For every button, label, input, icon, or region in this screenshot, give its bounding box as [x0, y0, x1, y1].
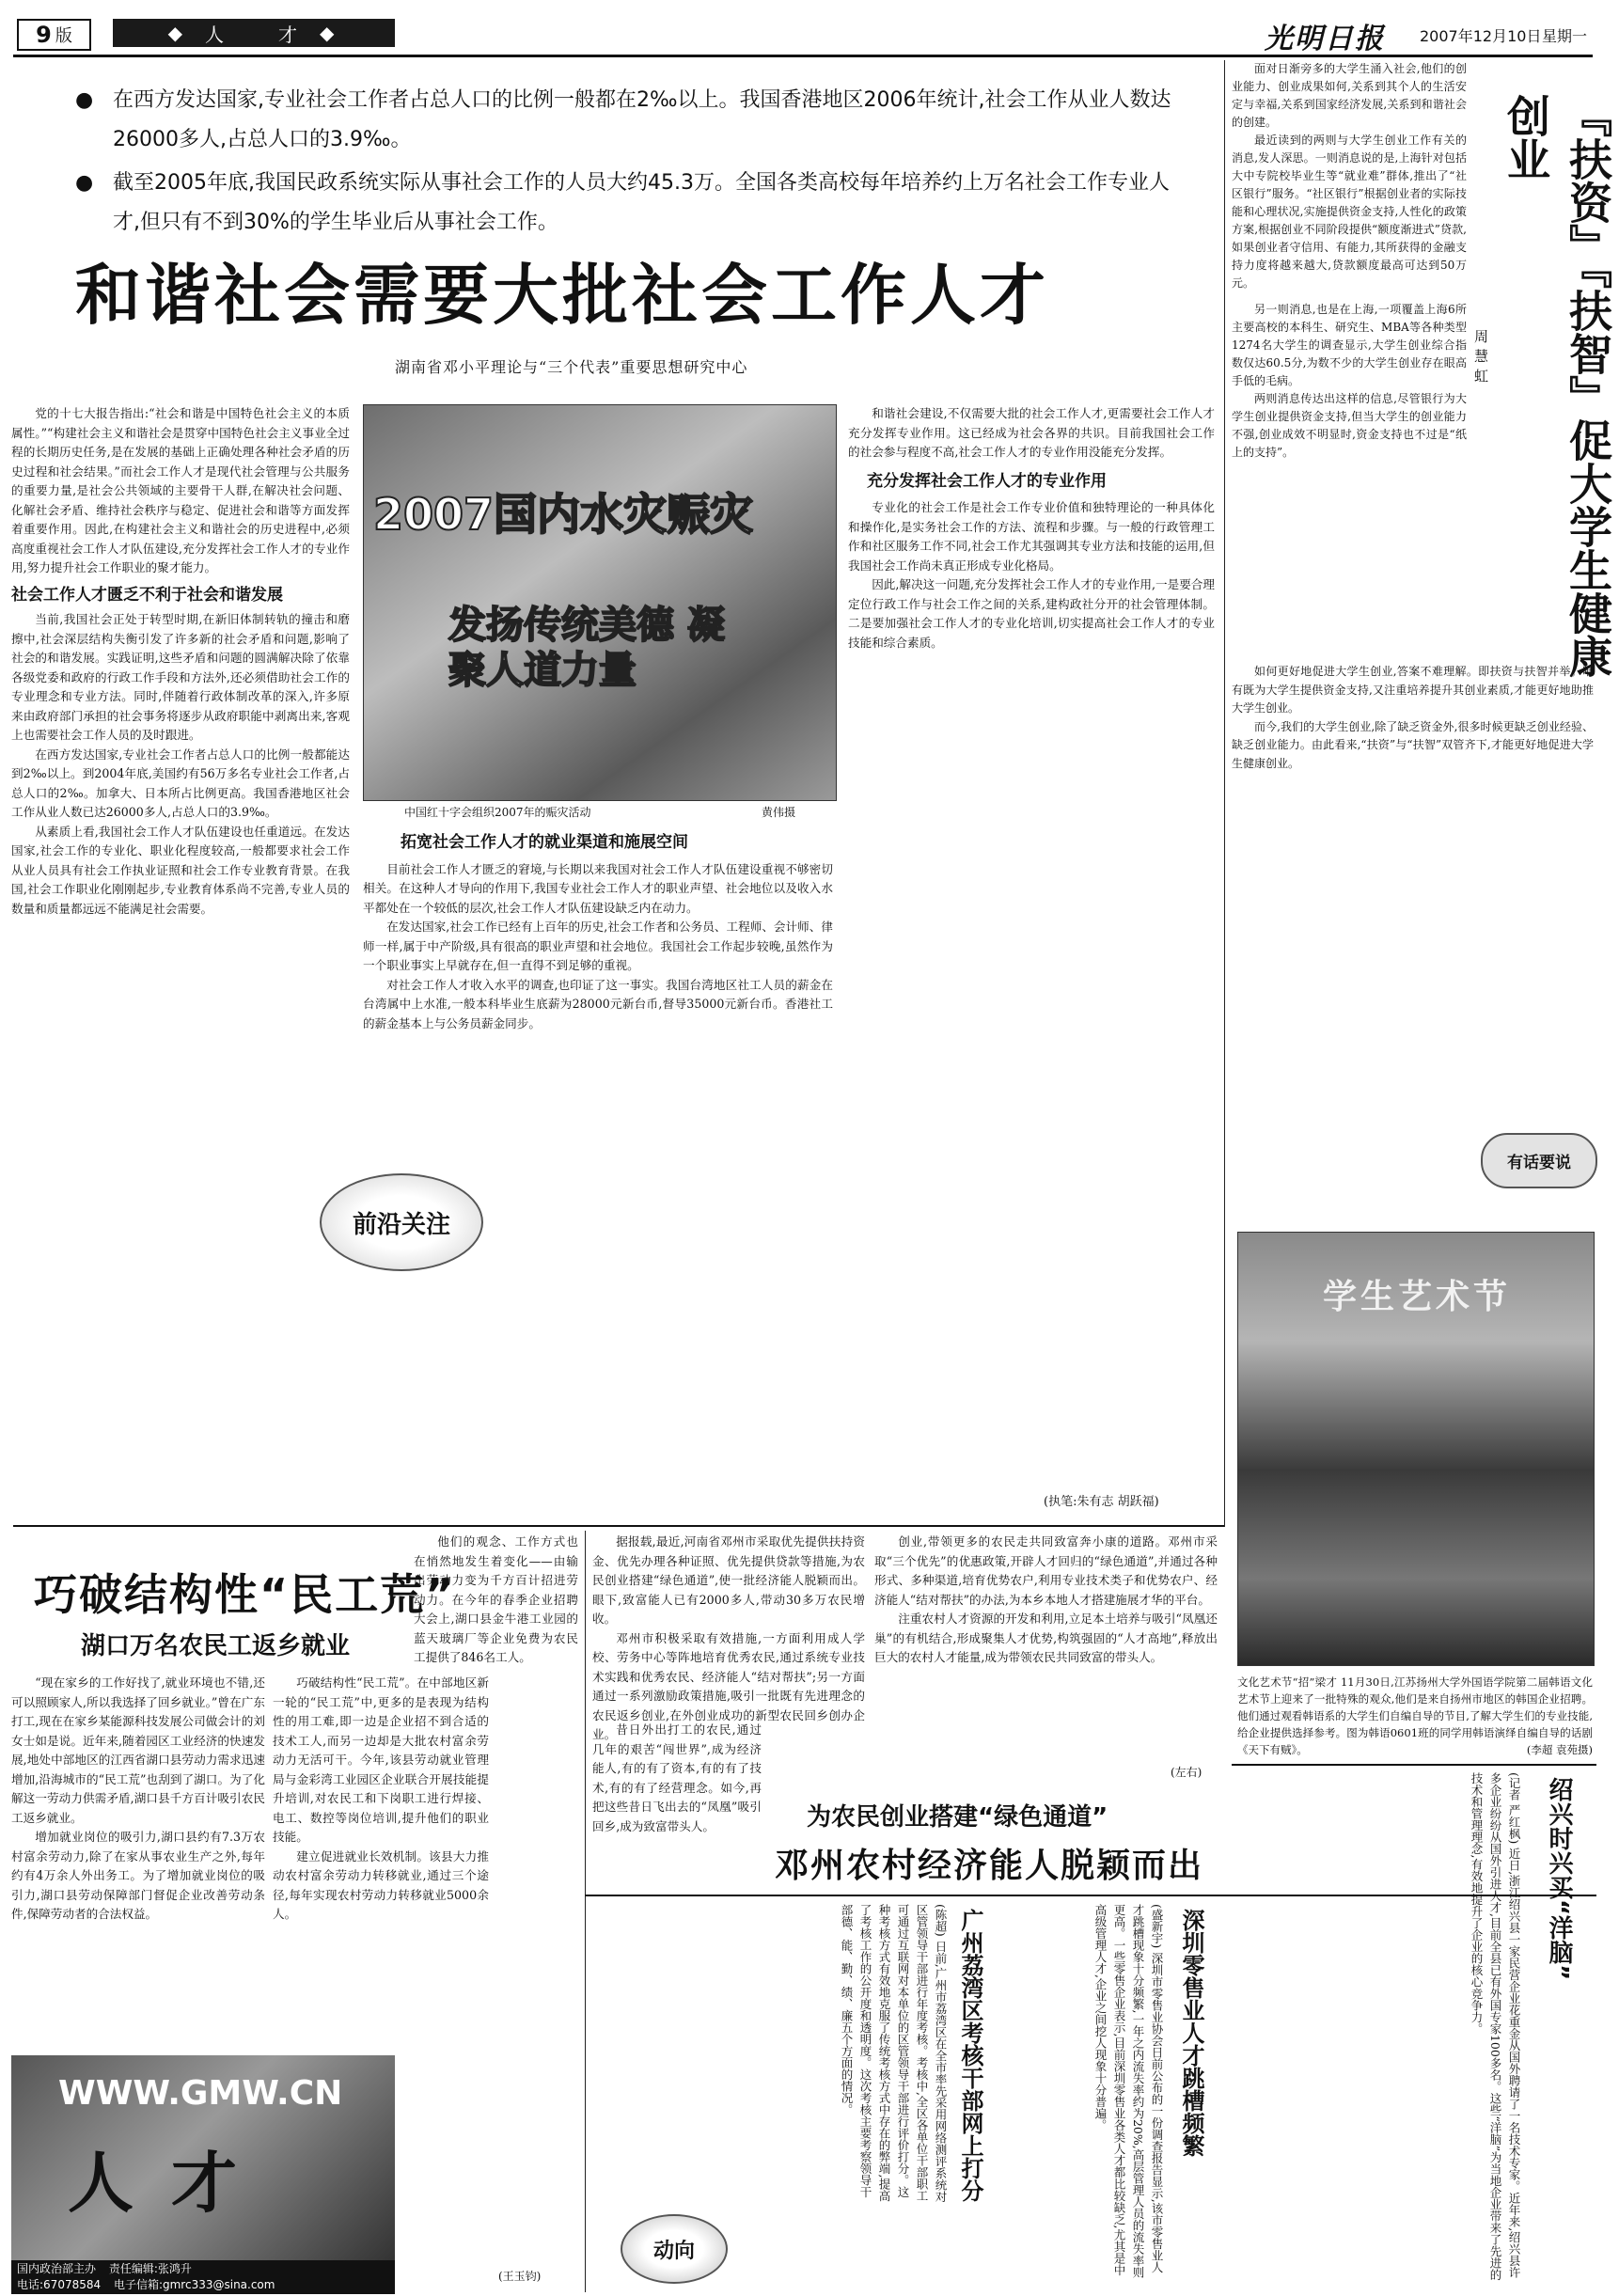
supervisor-label: 国内政治部主办	[17, 2262, 97, 2275]
flood-relief-photo	[363, 404, 837, 801]
editor-line	[17, 2261, 389, 2277]
title-part: 促大学生健康创业	[1501, 94, 1613, 678]
article3-title-main: 邓州农村经济能人脱颖而出	[775, 1846, 1204, 1885]
main-column-1	[11, 404, 350, 1514]
right-paragraph: 面对日渐旁多的大学生涌入社会,他们的创业能力、创业成果如何,关系到其个人的生活安定与幸福,关系到国家经济发展,关系到和谐社会的创建。	[1232, 62, 1467, 129]
title-part: 『扶智』	[1563, 267, 1613, 418]
article3-column-1	[592, 1533, 865, 1741]
caption-text: 文化艺术节“招”梁才 11月30日,江苏扬州大学外国语学院第二届韩语文化艺术节上迎来了一批特殊的观众,他们是来自扬州市地区的韩国企业招聘。他们通过观看韩语系的大学生们自编自导的节目,了解大学生们的专业技能,给企业提供选择参考。图为韩语0601班的同学用韩语演绎自编自导的话剧《天下有贼》。	[1237, 1675, 1593, 1756]
main-paragraph: 当前,我国社会正处于转型时期,在新旧体制转轨的撞击和磨擦中,社会深层结构失衡引发了许多新的社会矛盾和问题,影响了社会的和谐发展。实践证明,这些矛盾和问题的圆满解决除了依靠各级党委和政府的行政工作手段和方法外,还必须借助社会工作的专业理念和专业方法。同时,伴随着行政体制改革的深入,许多原来由政府部门承担的社会事务将逐步从政府职能中剥离出来,客观上也需要社会工作人员的及时跟进。	[11, 612, 350, 742]
phone-label: 电话:	[17, 2278, 44, 2291]
email-label: 电子信箱:	[113, 2278, 163, 2291]
section-heading: 充分发挥社会工作人才的专业作用	[867, 471, 1107, 491]
main-paragraph: 在发达国家,社会工作已经有上百年的历史,社会工作者和公务员、工程师、会计师、律师一样,属于中产阶级,具有很高的职业声望和社会地位。我国社会工作起步较晚,虽然作为一个职业事实上早就存在,但一直得不到足够的重视。	[363, 920, 833, 972]
right-paragraph: 另一则消息,也是在上海,一项覆盖上海6所主要高校的本科生、研究生、MBA等各种类型1274名大学生的调查显示,大学生创业综合指数仅达60.5分,为数不少的大学生创业存在眼高手低的毛病。	[1232, 303, 1467, 387]
right-paragraph: 两则消息传达出这样的信息,尽管银行为大学生创业提供资金支持,但当大学生的创业能力不强,创业成效不明显时,资金支持也不过是“纸上的支持”。	[1232, 392, 1467, 459]
main-paragraph: 因此,解决这一问题,充分发挥社会工作人才的专业作用,一是要合理定位行政工作与社会工作之间的关系,建构政社分开的社会管理体制。二是要加强社会工作人才的专业化培训,切实提高社会工作人才的专业技能和综合素质。	[848, 577, 1215, 650]
main-title: 和谐社会需要大批社会工作人才	[75, 257, 1049, 334]
badge-speak	[1481, 1133, 1597, 1188]
right-column-title	[1495, 94, 1619, 696]
bullet-list	[75, 81, 1175, 243]
brief-title-2: 深圳零售业人才跳槽频繁	[1178, 1909, 1204, 2157]
photo-caption: 中国红十字会组织2007年的赈灾活动	[404, 806, 591, 819]
right-paragraph: 如何更好地促进大学生创业,答案不难理解。即扶资与扶智并举。唯有既为大学生提供资金支持,又注重培养提升其创业素质,才能更好地助推大学生创业。	[1232, 665, 1594, 715]
page-number-box	[17, 19, 91, 51]
email-address: gmrc333@sina.com	[163, 2278, 275, 2291]
article2-subtitle: 湖口万名农民工返乡就业	[81, 1632, 351, 1660]
section-name: 人 才	[205, 23, 303, 46]
main-intro: 党的十七大报告指出:“社会和谐是中国特色社会主义的本质属性。”“构建社会主义和谐社会是贯穿中国特色社会主义事业全过程的长期历史任务,是在发展的基础上正确处理各种社会矛盾的历史过程和社会结果。”而社会工作人才是现代社会管理与公共服务的重要力量,是社会公共领域的主要骨干人群,在解决社会问题、化解社会矛盾、维持社会秩序与稳定、促进社会和谐等方面发挥着重要作用。因此,在构建社会主义和谐社会的历史进程中,必须高度重视社会工作人才队伍建设,充分发挥社会工作人才的专业作用,努力提升社会工作职业的聚才能力。	[11, 406, 350, 574]
brief-item-3	[1213, 1772, 1523, 2285]
editor-bar	[11, 2260, 395, 2294]
main-paragraph: 从素质上看,我国社会工作人才队伍建设也任重道远。在发达国家,社会工作的专业化、职业化程度较高,一般都要求社会工作从业人员具有社会工作执业证照和社会工作专业教育背景。在我国,社会工作职业化刚刚起步,专业教育体系尚不完善,专业人员的数量和质量都远远不能满足社会需要。	[11, 824, 350, 916]
article3-end-credit: (左右)	[1171, 1766, 1202, 1779]
main-paragraph: 在西方发达国家,专业社会工作者占总人口的比例一般都能达到2‰以上。到2004年底,美国约有56万多名专业社会工作者,占总人口的2‰。加拿大、日本所占比例更高。我国香港地区社会工作从业人数已达26000多人,占总人口的3.9‰。	[11, 747, 350, 819]
brief-credit: (盛新宇)	[1150, 1904, 1164, 1949]
main-byline: 湖南省邓小平理论与“三个代表”重要思想研究中心	[395, 358, 748, 376]
brief-title-1: 广州荔湾区考核干部网上打分	[957, 1909, 983, 2202]
article2-paragraph: 他们的观念、工作方式也在悄然地发生着变化——由输出劳动力变为千方百计招进劳动力。在今年的春季企业招聘大会上,湖口县金牛港工业园的蓝天玻璃厂等企业免费为农民工提供了846名工人。	[414, 1534, 578, 1664]
article3-title-top: 为农民创业搭建“绿色通道”	[807, 1803, 1108, 1832]
logo-block	[11, 2055, 395, 2260]
photo-overlay-slogan: 发扬传统美德 凝聚人道力量	[448, 604, 725, 692]
badge-text: 有话要说	[1507, 1154, 1571, 1172]
right-paragraph: 最近读到的两则与大学生创业工作有关的消息,发人深思。一则消息说的是,上海针对包括大中专院校毕业生等“就业难”群体,推出了“社区银行”服务。“社区银行”根据创业者的实际技能和心理状况,实施提供资金支持,人性化的政策方案,根据创业不同阶段提供“额度渐进式”贷款,如果创业者守信用、有能力,其所获得的金融支持力度将越来越大,贷款额度最高可达到50万元。	[1232, 134, 1467, 290]
main-paragraph: 目前社会工作人才匮乏的窘境,与长期以来我国对社会工作人才队伍建设重视不够密切相关。在这种人才导向的作用下,我国专业社会工作人才的职业声望、社会地位以及收入水平都处在一个较低的层次,社会工作人才队伍建设缺乏内在动力。	[363, 861, 833, 915]
article3-paragraph: 创业,带领更多的农民走共同致富奔小康的道路。邓州市采取“三个优先”的优惠政策,开辟人才回归的“绿色通道”,并通过各种形式、多种渠道,培育优势农户,利用专业技术类子和优势农户、经济能人“结对帮扶”的办法,为本乡本地人才搭建施展才华的平台。	[874, 1534, 1218, 1607]
brief-credit: (记者 严红枫)	[1507, 1772, 1521, 1845]
brief-item-1	[602, 1904, 950, 2205]
caption-credit: (李超 袁苑摄)	[1526, 1743, 1593, 1756]
page-header	[0, 0, 1606, 56]
brief-text: 日前,广州市荔湾区在全市率先采用网络测评系统对区管领导干部进行年度考核。考核中,全区各单位干部职工可通过互联网对本单位的区管领导干部进行评价打分。这种考核方式有效地克服了传统考核方式中存在的弊端,提高了考核工作的公开度和透明度。这次考核主要考察领导干部德、能、勤、绩、廉五个方面的情况。	[840, 1904, 948, 2203]
page-unit: 版	[55, 26, 72, 46]
main-paragraph: 和谐社会建设,不仅需要大批的社会工作人才,更需要社会工作人才充分发挥专业作用。这已经成为社会各界的共识。目前我国社会工作的社会参与程度不高,社会工作人才的专业作用没能充分发挥。	[848, 406, 1215, 459]
right-photo-rule	[1232, 1764, 1596, 1766]
contact-line	[17, 2277, 389, 2293]
article3-column-2	[874, 1533, 1218, 1786]
issue-weekday: 星期一	[1542, 27, 1588, 45]
article3-paragraph: 邓州市积极采取有效措施,一方面利用成人学校、劳务中心等阵地培育优秀农民,通过系统专业技术实践和优秀农民、经济能人“结对帮扶”;另一方面通过一系列激励政策措施,吸引一批既有先进理念的农民返乡创业,在外创业成功的新型农民回乡创办企业。	[592, 1630, 865, 1741]
article2-paragraph: 巧破结构性“民工荒”。在中部地区新一轮的“民工荒”中,更多的是表现为结构性的用工难,即一边是企业招不到合适的技术工人,而另一边却是大批农村富余劳动力无活可干。今年,该县劳动就业管理局与金彩湾工业园区企业联合开展技能提升培训,对农民工和下岗职工进行焊接、电工、数控等岗位培训,提升他们的职业技能。	[273, 1675, 489, 1844]
trend-badge	[621, 2214, 728, 2284]
right-column-top-text	[1232, 60, 1467, 295]
dot-icon: ◆	[320, 22, 340, 44]
bullet-text: 截至2005年底,我国民政系统实际从事社会工作的人员大约45.3万。全国各类高校每年培养约上万名社会工作专业人才,但只有不到30%的学生毕业后从事社会工作。	[113, 171, 1170, 234]
section-heading: 社会工作人才匮乏不利于社会和谐发展	[11, 585, 283, 605]
bullet-text: 在西方发达国家,专业社会工作者占总人口的比例一般都在2‰以上。我国香港地区2006年统计,社会工作从业人数达26000多人,占总人口的3.9‰。	[113, 88, 1171, 151]
main-paragraph: 专业化的社会工作是社会工作专业价值和独特理论的一种具体化和操作化,是实务社会工作的方法、流程和步骤。与一般的行政管理工作和社区服务工作不同,社会工作尤其强调其专业方法和技能的运用,但我国社会工作尚未真正形成专业化格局。	[848, 500, 1215, 573]
article2-paragraph: 建立促进就业长效机制。该县大力推动农村富余劳动力转移就业,通过三个途径,每年实现农村劳动力转移就业5000余人。	[273, 1848, 489, 1921]
masthead: 光明日报	[1265, 23, 1385, 55]
logo-url: WWW.GMW.CN	[58, 2074, 343, 2113]
column-rule	[585, 1531, 586, 2292]
editor-label: 责任编辑:	[108, 2262, 158, 2275]
bullet-dot-icon: ●	[75, 88, 94, 112]
editor-name: 张鸿升	[157, 2262, 192, 2275]
column-rule	[1224, 60, 1225, 1527]
brief-item-2	[992, 1904, 1166, 2280]
phone-number: 67078584	[43, 2278, 102, 2291]
dot-icon: ◆	[167, 22, 188, 44]
page-number: 9	[36, 22, 52, 48]
issue-date: 2007年12月10日	[1420, 27, 1542, 45]
title-part: 『扶资』	[1563, 94, 1613, 267]
article3-paragraph: 据报载,最近,河南省邓州市采取优先提供扶持资金、优先办理各种证照、优先提供贷款等措施,为农民创业搭建“绿色通道”,使一批经济能人脱颖而出。眼下,致富能人已有2000多人,带动30多万农民增收。	[592, 1534, 865, 1626]
section-tab	[113, 19, 395, 47]
article3-column-3	[592, 1721, 762, 1890]
article2-paragraph: “现在家乡的工作好找了,就业环境也不错,还可以照顾家人,所以我选择了回乡就业。”曾在广东打工,现在在家乡某能源科技发展公司做会计的刘女士如是说。近年来,随着园区工业经济的快速发展,地处中部地区的江西省湖口县劳动力需求迅速增加,沿海城市的“民工荒”也刮到了湖口。为了化解这一劳动力供需矛盾,湖口县千方百计吸引农民工返乡就业。	[11, 1675, 265, 1825]
article3-paragraph: 昔日外出打工的农民,通过几年的艰苦“闯世界”,成为经济能人,有的有了资本,有的有了技术,有的有了经营理念。如今,再把这些昔日飞出去的“凤凰”吸引回乡,成为致富带头人。	[592, 1722, 762, 1833]
header-rule	[13, 55, 1593, 57]
bullet-item	[75, 164, 1175, 243]
photo-overlay-title: 2007国内水灾赈灾	[373, 489, 754, 540]
article2-title: 巧破结构性“民工荒”	[34, 1569, 456, 1620]
article2-paragraph: 增加就业岗位的吸引力,湖口县约有7.3万农村富余劳动力,除了在家从事农业生产之外,每年约有4万余人外出务工。为了增加就业岗位的吸引力,湖口县劳动保障部门督促企业改善劳动条件,保障劳动者的合法权益。	[11, 1830, 265, 1921]
article2-column-1	[11, 1674, 265, 2040]
bullet-dot-icon: ●	[75, 171, 94, 195]
brief-title-3: 绍兴时兴买“洋脑”	[1545, 1777, 1573, 1981]
brief-text: 深圳市零售业协会日前公布的一份调查报告显示,该市零售业人才跳槽现象十分频繁,一年之内流失率约为20%,高层管理人员的流失率则更高。一些零售企业表示,目前深圳零售业各类人才都比较缺乏,尤其是中高级管理人才,企业之间挖人现象十分普遍。	[1093, 1904, 1164, 2279]
article2-end-credit: (王玉钧)	[498, 2270, 542, 2283]
brief-credit: (陈超)	[934, 1904, 948, 1937]
photo-sign-text: 学生艺术节	[1323, 1278, 1512, 1316]
right-paragraph: 而今,我们的大学生创业,除了缺乏资金外,很多时候更缺乏创业经验、缺乏创业能力。由此看来,“扶资”与“扶智”双管齐下,才能更好地促进大学生健康创业。	[1232, 719, 1594, 770]
photo-credit: 黄伟摄	[762, 806, 796, 819]
main-paragraph: 对社会工作人才收入水平的调查,也印证了这一事实。我国台湾地区社工人员的薪金在台湾属中上水准,一般本科毕业生底薪为28000元新台币,督导35000元新台币。香港社工的薪金基本上与公务员薪金同步。	[363, 977, 833, 1030]
section-rule	[13, 1525, 1224, 1527]
art-photo-caption	[1237, 1674, 1593, 1758]
article2-column-top	[414, 1533, 578, 1674]
brief-text: 近日,浙江绍兴县一家民营企业花重金从国外聘请了一名技术专家。近年来,绍兴县许多企业纷纷从国外引进人才,目前全县已有外国专家100多名。这些“洋脑”为当地企业带来了先进的技术和管理理念,有效地提升了企业的核心竞争力。	[1470, 1772, 1521, 2281]
article3-paragraph: 注重农村人才资源的开发和利用,立足本土培养与吸引“凤凰还巢”的有机结合,形成聚集人才优势,构筑强固的“人才高地”,释放出巨大的农村人才能量,成为带领农民共同致富的带头人。	[874, 1612, 1218, 1664]
main-end-credit: (执笔:朱有志 胡跃福)	[1044, 1495, 1159, 1509]
main-column-2	[363, 827, 833, 1514]
section-heading: 拓宽社会工作人才的就业渠道和施展空间	[401, 833, 688, 852]
logo-title: 人才	[68, 2145, 275, 2222]
main-column-3	[848, 404, 1215, 1514]
trend-badge-text: 动向	[652, 2239, 695, 2263]
bullet-item	[75, 81, 1175, 160]
art-festival-photo	[1237, 1232, 1595, 1666]
right-column-body	[1232, 301, 1467, 658]
badge-text: 前沿关注	[352, 1210, 450, 1239]
right-column-author: 周慧虹	[1472, 329, 1489, 388]
